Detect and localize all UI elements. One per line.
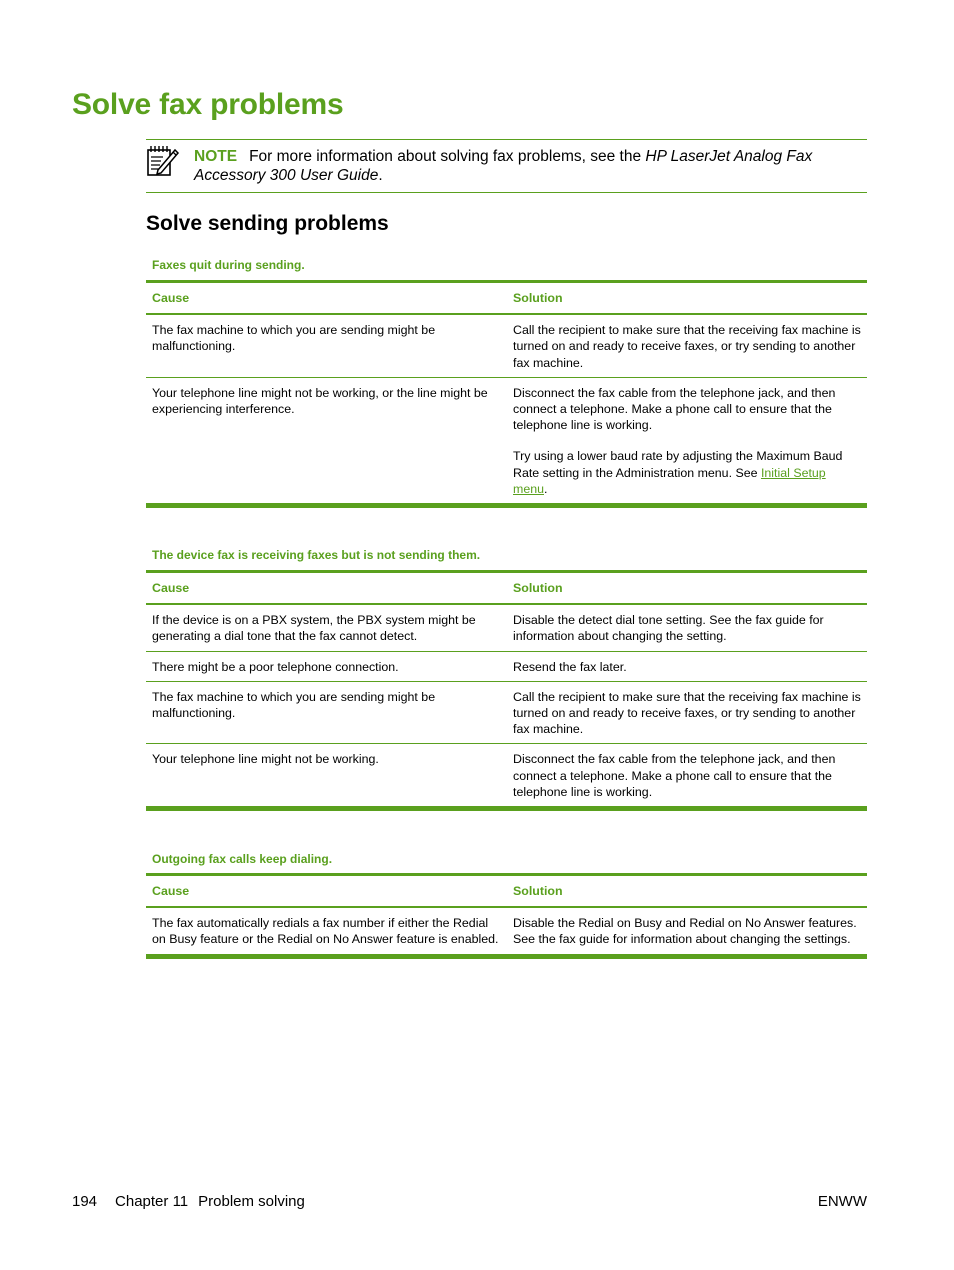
table-caption: Faxes quit during sending. (152, 258, 305, 272)
cause-cell: If the device is on a PBX system, the PBX system might be generating a dial tone that the fax cannot detect. (146, 604, 507, 651)
table-row (146, 651, 867, 681)
page-title: Solve fax problems (72, 88, 344, 121)
solution-cell: Resend the fax later. (507, 651, 867, 681)
solution-text: Try using a lower baud rate by adjusting the Maximum Baud Rate setting in the Administration menu. See (513, 449, 843, 480)
cause-cell: Your telephone line might not be working. (152, 752, 379, 767)
solution-header: Solution (507, 572, 867, 605)
table-header-row (146, 282, 867, 315)
note-label: NOTE (194, 148, 238, 165)
footer-section: Problem solving (198, 1193, 305, 1210)
solution-header: Solution (507, 875, 867, 908)
table-row (146, 377, 867, 505)
solution-cell: Disconnect the fax cable from the telephone jack, and then connect a telephone. Make a phone call to ensure that the telephone line is working. (513, 752, 836, 799)
page-number: 194 (72, 1193, 98, 1210)
solution-cell: Disable the detect dial tone setting. See the fax guide for information about changing the setting. (507, 604, 867, 651)
note-box (146, 139, 867, 193)
solution-text: . (544, 481, 548, 496)
table-caption: Outgoing fax calls keep dialing. (152, 852, 333, 866)
cause-cell: The fax machine to which you are sending might be malfunctioning. (146, 681, 507, 744)
footer-chapter: Chapter 11 (115, 1193, 189, 1210)
cause-cell: The fax machine to which you are sending might be malfunctioning. (146, 314, 507, 377)
section-title: Solve sending problems (146, 212, 389, 235)
cause-header: Cause (146, 572, 507, 605)
initial-setup-menu-link[interactable]: Initial Setup menu (513, 465, 826, 496)
cause-cell: The fax automatically redials a fax number if either the Redial on Busy feature or the Redial on No Answer feature is enabled. (152, 916, 499, 947)
solution-cell: Disable the Redial on Busy and Redial on No Answer features. See the fax guide for information about changing the settings. (513, 916, 857, 947)
solution-cell: Call the recipient to make sure that the receiving fax machine is turned on and ready to receive faxes, or try sending to another fax machine. (507, 681, 867, 744)
table-header-row (146, 875, 867, 908)
table-row (146, 907, 867, 956)
note-text-suffix: . (378, 167, 383, 184)
table-header-row (146, 572, 867, 605)
cause-cell: There might be a poor telephone connection. (146, 651, 507, 681)
table-row (146, 681, 867, 744)
table-caption: The device fax is receiving faxes but is not sending them. (152, 548, 481, 562)
cause-cell: Your telephone line might not be working, or the line might be experiencing interference. (152, 385, 488, 417)
keep-dialing-table (146, 873, 867, 959)
table-row (146, 744, 867, 809)
solution-paragraph: Disconnect the fax cable from the telephone jack, and then connect a telephone. Make a phone call to ensure that the telephone line is working. (513, 385, 836, 433)
note-text (194, 147, 864, 185)
solution-header: Solution (507, 282, 867, 315)
note-guide-title: HP LaserJet Analog Fax Accessory 300 User Guide (194, 148, 813, 184)
table-row (146, 314, 867, 377)
cause-header: Cause (146, 282, 507, 315)
cause-header: Cause (146, 875, 507, 908)
solution-cell (507, 377, 867, 505)
note-text-prefix: For more information about solving fax problems, see the (249, 148, 646, 165)
faxes-quit-table (146, 280, 867, 508)
not-sending-table (146, 570, 867, 811)
notepad-pencil-icon (146, 144, 180, 178)
solution-paragraph (513, 448, 861, 497)
footer-locale: ENWW (817, 1193, 867, 1210)
page-footer (72, 1193, 867, 1210)
table-row (146, 604, 867, 651)
solution-cell: Call the recipient to make sure that the receiving fax machine is turned on and ready to receive faxes, or try sending to another fax machine. (507, 314, 867, 377)
